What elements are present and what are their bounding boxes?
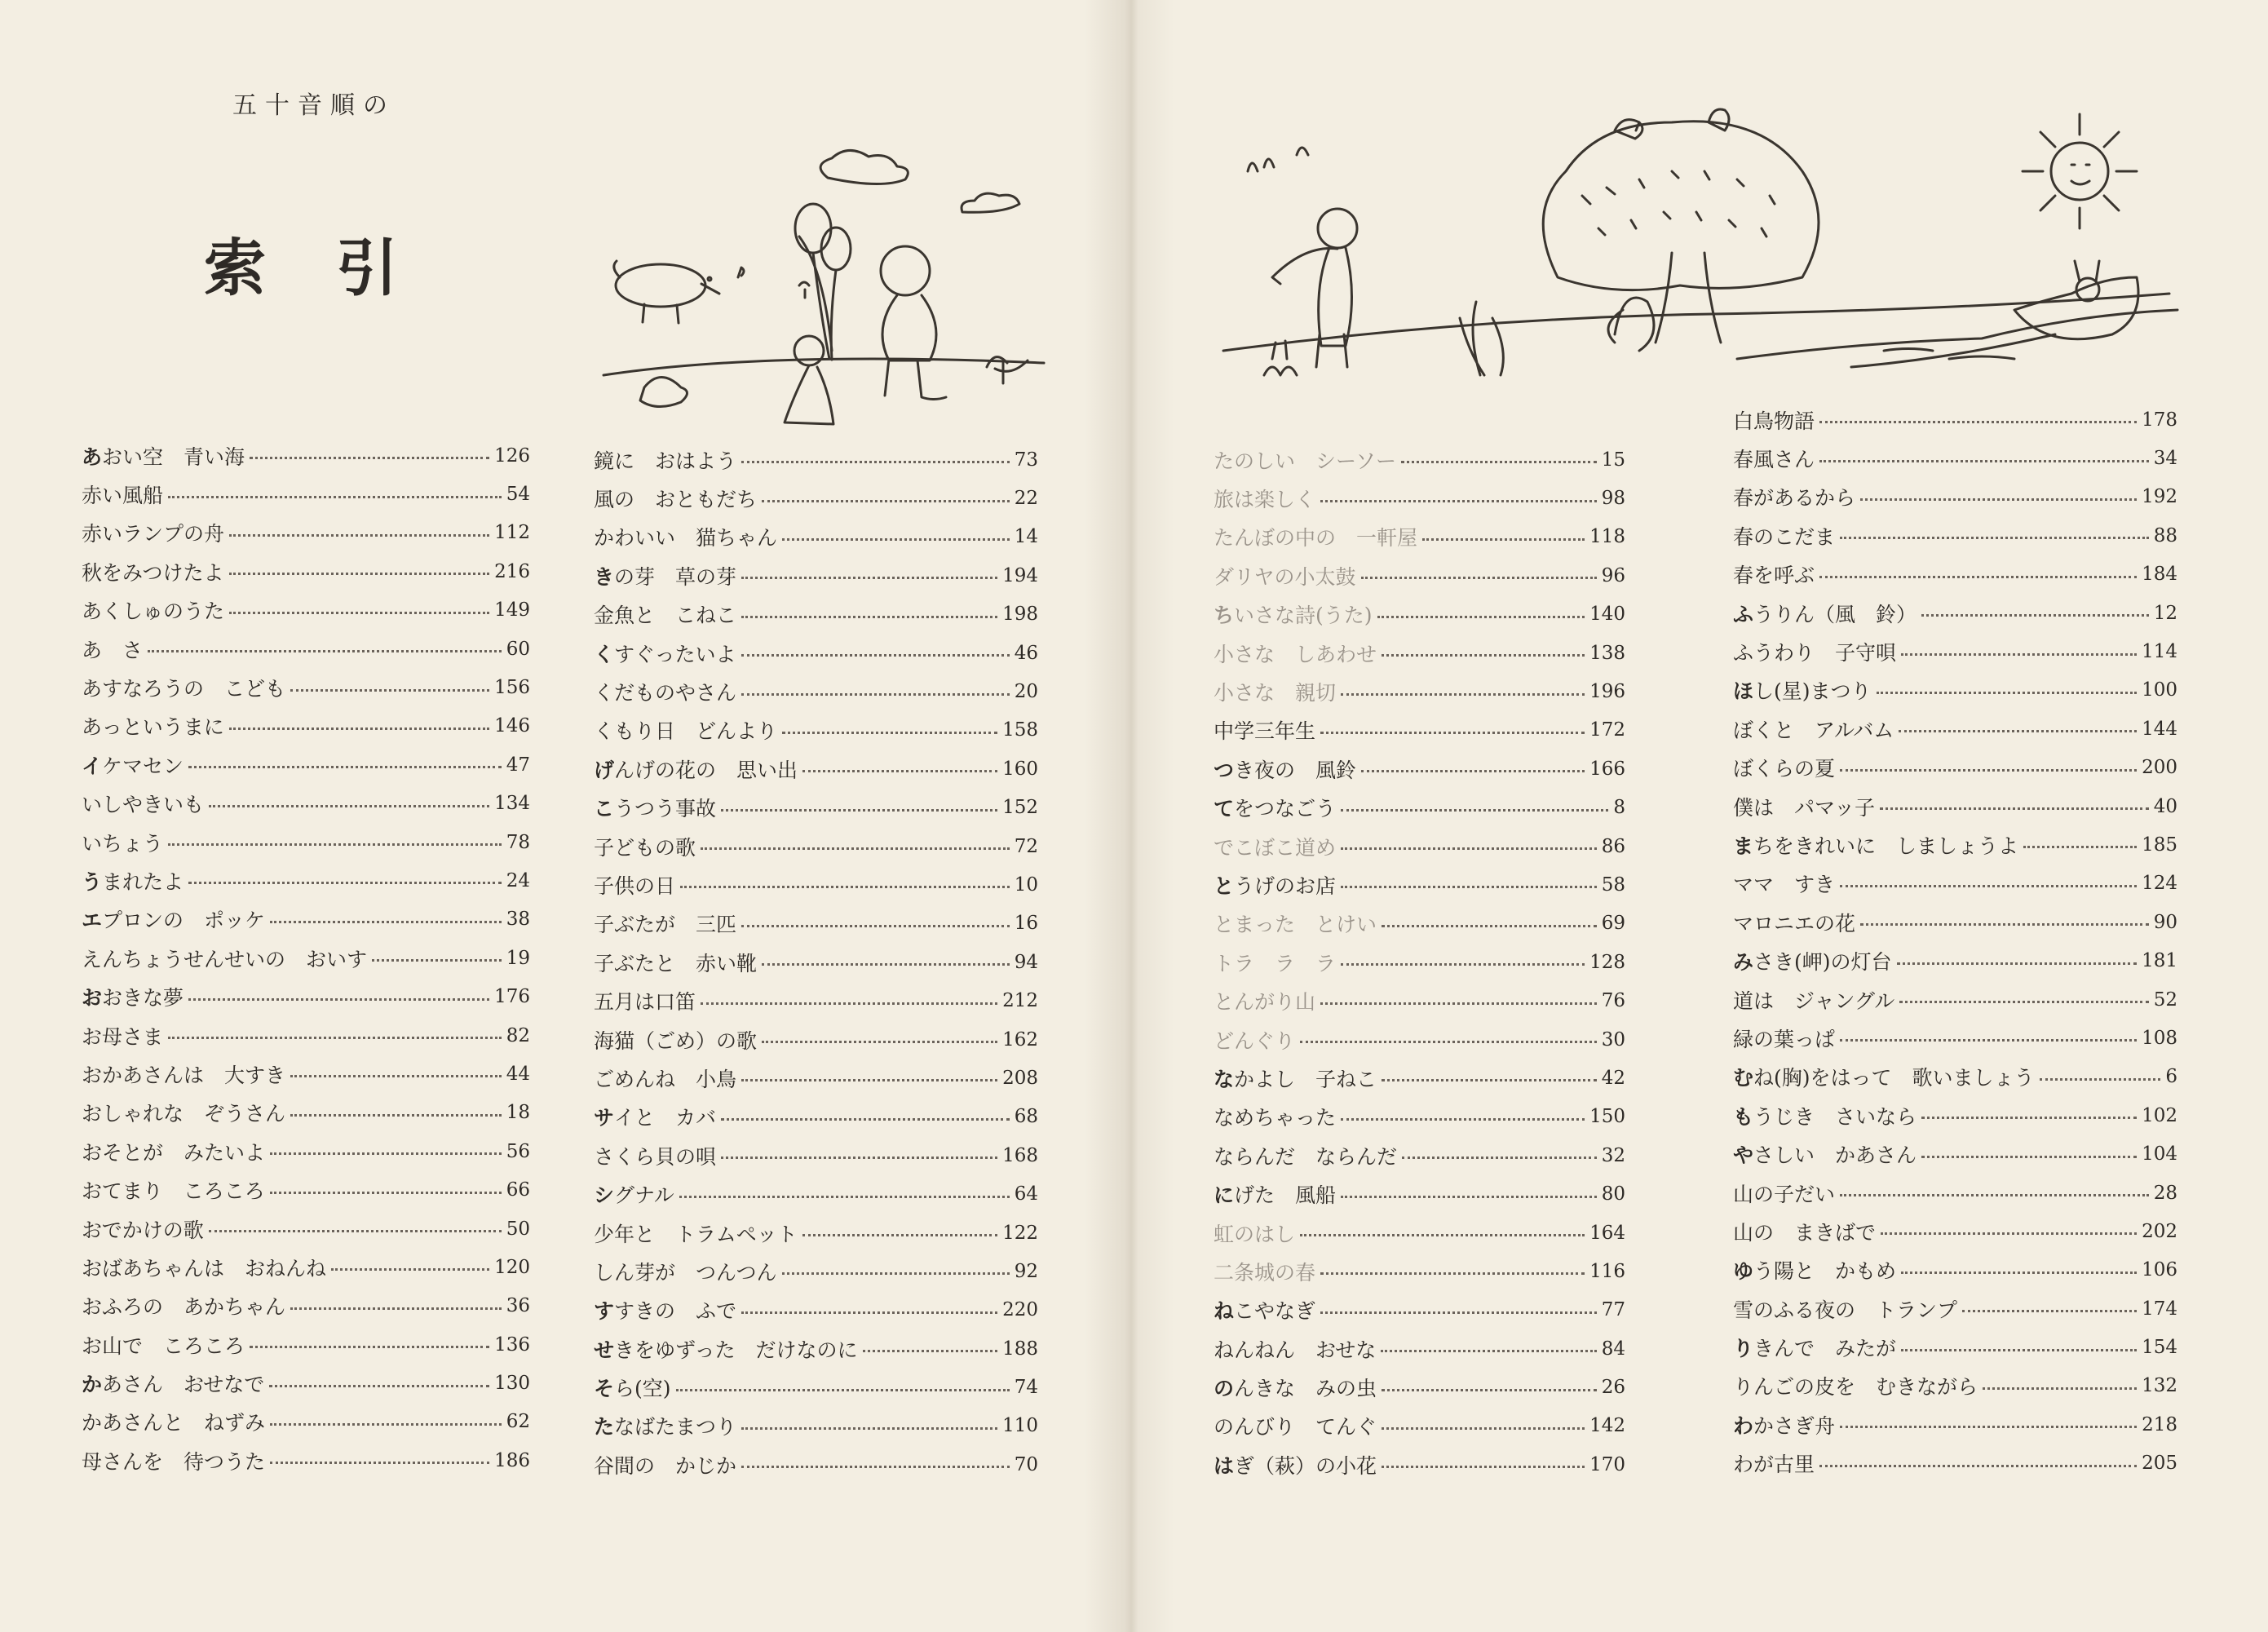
index-subtitle: 五十音順の [232,91,396,120]
index-entry: くもり日 どんより 158 [594,719,1038,744]
index-entry: 小さな 親切 196 [1214,681,1625,705]
index-entry: なかよし 子ねこ 42 [1214,1067,1625,1091]
book-gutter [1085,0,1174,1632]
index-entry: 金魚と こねこ 198 [594,604,1038,628]
index-entry: おそとが みたいよ 56 [82,1140,530,1165]
index-entry: 中学三年生 172 [1214,719,1625,744]
index-entry: ゆう陽と かもめ 106 [1733,1259,2177,1284]
index-entry: たなばたまつり 110 [594,1415,1038,1440]
index-entry: 母さんを 待つうた 186 [82,1449,530,1474]
index-entry: ダリヤの小太鼓 96 [1214,564,1625,589]
index-column-1 [82,436,530,1480]
index-entry: 谷間の かじか 70 [594,1453,1038,1478]
index-entry: かあさん おせなで 130 [82,1373,530,1397]
index-entry: すすきの ふで 220 [594,1299,1038,1324]
index-entry: ふうわり 子守唄 114 [1733,641,2177,666]
index-entry: こうつう事故 152 [594,797,1038,821]
index-entry: 春を呼ぶ 184 [1733,564,2177,588]
index-entry: りきんで みたが 154 [1733,1337,2177,1361]
index-entry: のんびり てんぐ 142 [1214,1415,1625,1440]
index-entry: くすぐったいよ 46 [594,642,1038,666]
index-entry: 子どもの歌 72 [594,835,1038,860]
index-entry: あくしゅのうた 149 [82,599,530,624]
index-entry: かわいい 猫ちゃん 14 [594,526,1038,551]
index-entry: ねこやなぎ 77 [1214,1299,1625,1324]
index-entry: サイと カバ 68 [594,1106,1038,1130]
index-entry: 二条城の春 116 [1214,1260,1625,1285]
right-illustration [1215,90,2177,449]
index-entry: てをつなごう 8 [1214,797,1625,821]
index-entry: おばあちゃんは おねんね 120 [82,1256,530,1280]
index-entry: とまった とけい 69 [1214,913,1625,937]
index-entry: はぎ（萩）の小花 170 [1214,1453,1625,1478]
index-entry: ごめんね 小鳥 208 [594,1067,1038,1091]
index-entry: 僕は パマッ子 40 [1733,795,2177,820]
index-entry: しん芽が つんつん 92 [594,1260,1038,1285]
index-column-4 [1733,400,2177,1483]
index-entry: でこぼこ道め 86 [1214,835,1625,860]
index-entry: まちをきれいに しましょうよ 185 [1733,834,2177,858]
index-entry: おふろの あかちゃん 36 [82,1295,530,1320]
index-entry: ぼくと アルバム 144 [1733,718,2177,742]
index-entry: とうげのお店 58 [1214,873,1625,898]
index-entry: げんげの花の 思い出 160 [594,758,1038,782]
index-entry: 小さな しあわせ 138 [1214,642,1625,666]
index-entry: せきをゆずった だけなのに 188 [594,1338,1038,1362]
index-entry: 赤い風船 54 [82,484,530,508]
index-entry: 赤いランプの舟 112 [82,522,530,546]
index-entry: わかさぎ舟 218 [1733,1413,2177,1438]
index-entry: 山の まきばで 202 [1733,1220,2177,1245]
index-entry: 五月は口笛 212 [594,990,1038,1015]
index-entry: 旅は楽しく 98 [1214,488,1625,512]
index-entry: 白鳥物語 178 [1733,409,2177,433]
index-entry: いちょう 78 [82,831,530,856]
index-entry: かあさんと ねずみ 62 [82,1411,530,1435]
index-entry: やさしい かあさん 104 [1733,1143,2177,1168]
index-entry: あ さ 60 [82,638,530,662]
index-entry: エプロンの ポッケ 38 [82,909,530,933]
index-entry: みさき(岬)の灯台 181 [1733,950,2177,975]
index-entry: シグナル 64 [594,1183,1038,1208]
index-entry: えんちょうせんせいの おいす 19 [82,947,530,971]
index-entry: おおきな夢 176 [82,986,530,1011]
index-entry: 春があるから 192 [1733,486,2177,511]
index-entry: あすなろうの こども 156 [82,677,530,701]
index-entry: 子供の日 10 [594,873,1038,898]
index-entry: どんぐり 30 [1214,1028,1625,1053]
index-entry: うまれたよ 24 [82,869,530,894]
index-entry: そら(空) 74 [594,1377,1038,1401]
index-entry: とんがり山 76 [1214,990,1625,1015]
index-entry: たんぼの中の 一軒屋 118 [1214,526,1625,551]
index-entry: 春風さん 34 [1733,448,2177,472]
index-entry: 子ぶたが 三匹 16 [594,913,1038,937]
index-entry: 雪のふる夜の トランプ 174 [1733,1298,2177,1322]
index-entry: 風の おともだち 22 [594,488,1038,512]
index-entry: 緑の葉っぱ 108 [1733,1027,2177,1051]
index-entry: おかあさんは 大すき 44 [82,1063,530,1087]
index-entry: トラ ラ ラ 128 [1214,951,1625,975]
index-entry: ぼくらの夏 200 [1733,757,2177,781]
index-entry: 子ぶたと 赤い靴 94 [594,951,1038,975]
index-entry: にげた 風船 80 [1214,1183,1625,1208]
index-entry: あおい空 青い海 126 [82,444,530,469]
index-entry: たのしい シーソー 15 [1214,449,1625,473]
index-entry: イケマセン 47 [82,754,530,778]
index-entry: お山で ころころ 136 [82,1333,530,1358]
index-entry: りんごの皮を むきながら 132 [1733,1375,2177,1400]
index-entry: ならんだ ならんだ 32 [1214,1144,1625,1169]
index-column-3 [1214,440,1625,1484]
index-entry: おてまり ころころ 66 [82,1179,530,1204]
index-entry: 山の子だい 28 [1733,1182,2177,1206]
index-entry: なめちゃった 150 [1214,1106,1625,1130]
index-entry: もうじき さいなら 102 [1733,1104,2177,1129]
index-entry: 鏡に おはよう 73 [594,449,1038,473]
index-entry: つき夜の 風鈴 166 [1214,758,1625,782]
index-entry: きの芽 草の芽 194 [594,564,1038,589]
index-entry: お母さま 82 [82,1024,530,1049]
index-entry: 少年と トラムペット 122 [594,1222,1038,1246]
index-entry: ちいさな詩(うた) 140 [1214,604,1625,628]
index-entry: 秋をみつけたよ 216 [82,560,530,585]
index-entry: 虹のはし 164 [1214,1222,1625,1246]
index-entry: ねんねん おせな 84 [1214,1338,1625,1362]
index-entry: 道は ジャングル 52 [1733,988,2177,1013]
index-entry: 春のこだま 88 [1733,524,2177,549]
index-entry: ママ すき 124 [1733,873,2177,897]
left-illustration [595,155,1052,432]
index-title: 索引 [204,232,468,304]
index-entry: おでかけの歌 50 [82,1218,530,1242]
index-entry: ほし(星)まつり 100 [1733,679,2177,704]
index-entry: ふうりん（風 鈴） 12 [1733,602,2177,626]
index-entry: おしゃれな ぞうさん 18 [82,1102,530,1126]
index-entry: 海猫（ごめ）の歌 162 [594,1028,1038,1053]
index-entry: さくら貝の唄 168 [594,1144,1038,1169]
index-entry: マロニエの花 90 [1733,911,2177,935]
index-entry: むね(胸)をはって 歌いましょう 6 [1733,1066,2177,1090]
index-entry: のんきな みの虫 26 [1214,1377,1625,1401]
index-entry: あっというまに 146 [82,715,530,740]
index-entry: いしやきいも 134 [82,793,530,817]
index-entry: くだものやさん 20 [594,681,1038,705]
index-entry: わが古里 205 [1733,1453,2177,1477]
index-column-2 [594,440,1038,1484]
